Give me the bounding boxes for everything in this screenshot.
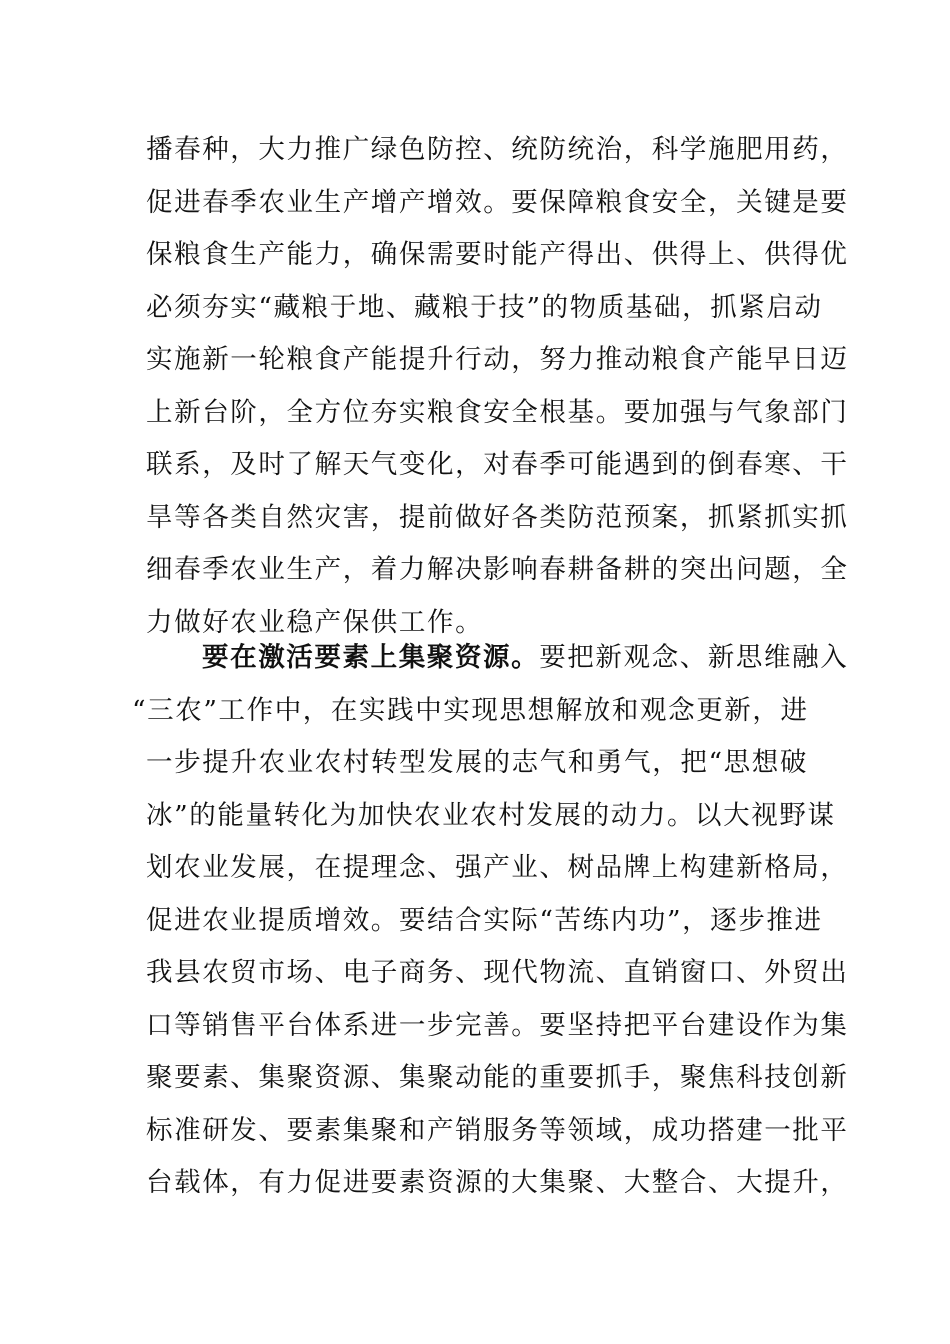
text-line: 冰”的能量转化为加快农业农村发展的动力。以大视野谋: [146, 799, 836, 831]
text-line: 划农业发展，在提理念、强产业、树品牌上构建新格局，: [146, 852, 849, 883]
text-line: 口等销售平台体系进一步完善。要坚持把平台建设作为集: [146, 1009, 849, 1041]
paragraph-heading: 要在激活要素上集聚资源。: [202, 642, 540, 673]
text-line: 上新台阶，全方位夯实粮食安全根基。要加强与气象部门: [146, 396, 849, 428]
paragraph-activate-elements: [132, 632, 849, 1210]
text-line: 力做好农业稳产保供工作。: [146, 606, 484, 638]
text-run: 要把新观念、新思维融入: [539, 642, 849, 673]
text-line: 保粮食生产能力，确保需要时能产得出、供得上、供得优: [146, 239, 849, 270]
text-line: 旱等各类自然灾害，提前做好各类防范预案，抓紧抓实抓: [146, 501, 849, 533]
text-line: 促进农业提质增效。要结合实际“苦练内功”，逐步推进: [146, 904, 823, 936]
text-line: 台载体，有力促进要素资源的大集聚、大整合、大提升，: [146, 1167, 849, 1198]
text-line: 联系，及时了解天气变化，对春季可能遇到的倒春寒、干: [146, 449, 849, 480]
text-line: 聚要素、集聚资源、集聚动能的重要抓手，聚焦科技创新: [146, 1062, 849, 1093]
text-line: 播春种，大力推广绿色防控、统防统治，科学施肥用药，: [146, 134, 849, 165]
text-line: 必须夯实“藏粮于地、藏粮于技”的物质基础，抓紧启动: [146, 291, 823, 323]
text-line: “三农”工作中，在实践中实现思想解放和观念更新，进: [132, 694, 809, 726]
text-line: 我县农贸市场、电子商务、现代物流、直销窗口、外贸出: [146, 957, 849, 988]
text-line: 一步提升农业农村转型发展的志气和勇气，把“思想破: [146, 747, 808, 778]
text-line: 标准研发、要素集聚和产销服务等领域，成功搭建一批平: [146, 1114, 849, 1146]
paragraph-spring-production: [146, 124, 849, 649]
text-line: 促进春季农业生产增产增效。要保障粮食安全，关键是要: [146, 186, 849, 218]
paragraph-first-line: [146, 632, 849, 685]
text-line: 细春季农业生产，着力解决影响春耕备耕的突出问题，全: [146, 554, 849, 585]
text-line: 实施新一轮粮食产能提升行动，努力推动粮食产能早日迈: [146, 344, 849, 375]
